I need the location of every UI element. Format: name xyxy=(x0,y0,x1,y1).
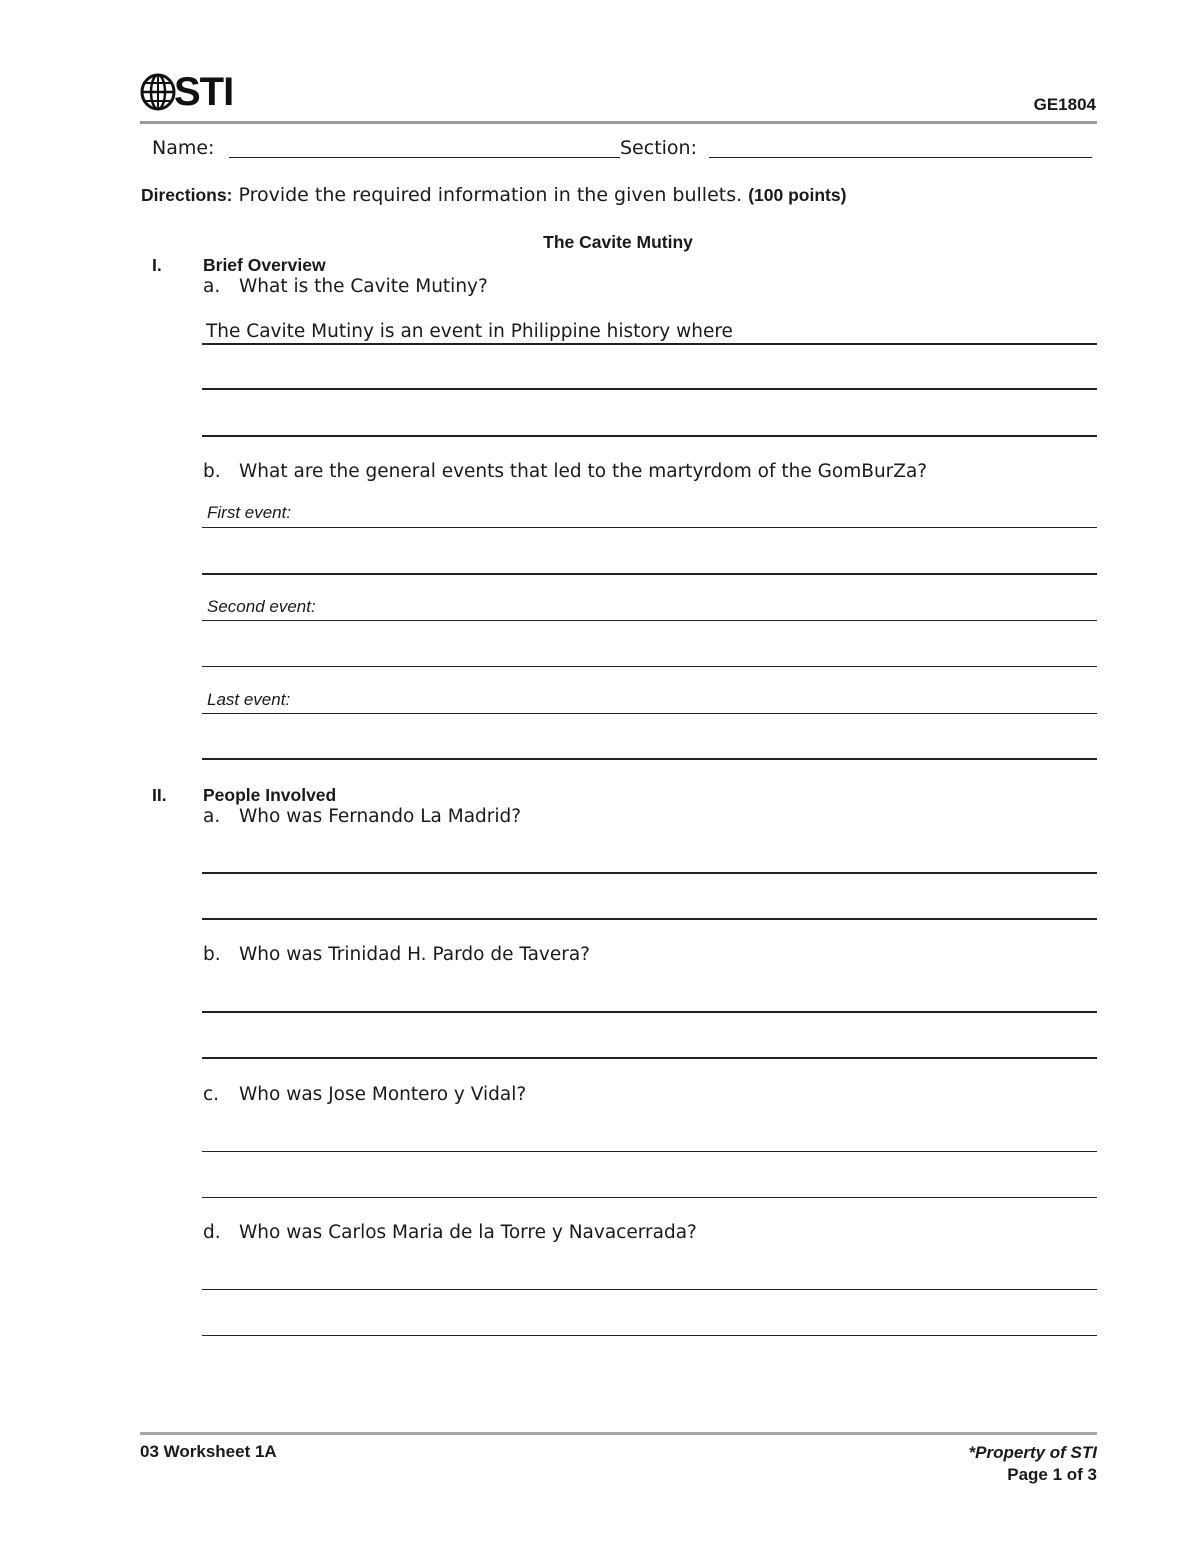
answer-line[interactable] xyxy=(202,872,1097,874)
section-1-number: I. xyxy=(152,255,162,275)
worksheet-number: 03 Worksheet 1A xyxy=(140,1442,277,1461)
question-1a-letter: a. xyxy=(203,276,221,297)
answer-line[interactable] xyxy=(202,1057,1097,1059)
course-code: GE1804 xyxy=(1033,95,1096,114)
answer-line[interactable] xyxy=(202,388,1097,390)
question-2c xyxy=(203,1083,526,1107)
question-1a xyxy=(203,275,488,299)
question-2a xyxy=(203,805,521,829)
answer-line[interactable] xyxy=(202,435,1097,437)
header-divider xyxy=(140,121,1097,124)
answer-line[interactable] xyxy=(202,1289,1097,1290)
question-2c-letter: c. xyxy=(203,1084,220,1105)
question-2d-letter: d. xyxy=(203,1222,221,1243)
section-label: Section: xyxy=(620,137,697,159)
answer-line[interactable] xyxy=(202,1011,1097,1013)
last-event-label: Last event: xyxy=(207,690,291,709)
question-1b-letter: b. xyxy=(203,461,221,482)
second-event-label: Second event: xyxy=(207,597,316,616)
answer-line[interactable] xyxy=(202,527,1097,528)
property-note: *Property of STI xyxy=(968,1443,1097,1462)
directions-text: Provide the required information in the given bullets. xyxy=(238,184,743,206)
answer-line[interactable] xyxy=(202,343,1097,345)
worksheet-title: The Cavite Mutiny xyxy=(543,232,693,252)
globe-icon xyxy=(140,72,176,112)
question-1a-text: What is the Cavite Mutiny? xyxy=(239,276,488,297)
question-2a-text: Who was Fernando La Madrid? xyxy=(239,806,522,827)
answer-1a-text[interactable]: The Cavite Mutiny is an event in Philippine history where xyxy=(206,321,733,342)
section-field[interactable] xyxy=(709,157,1092,158)
answer-line[interactable] xyxy=(202,1151,1097,1152)
name-field[interactable] xyxy=(229,157,620,158)
question-2b-letter: b. xyxy=(203,944,221,965)
footer-divider xyxy=(140,1432,1097,1435)
question-1b-text: What are the general events that led to the martyrdom of the GomBurZa? xyxy=(239,461,928,482)
sti-logo xyxy=(140,70,233,114)
name-label: Name: xyxy=(152,137,215,159)
answer-line[interactable] xyxy=(202,713,1097,714)
answer-line[interactable] xyxy=(202,666,1097,667)
answer-line[interactable] xyxy=(202,1197,1097,1198)
section-2-title: People Involved xyxy=(203,785,337,805)
question-2d xyxy=(203,1221,697,1245)
directions-points: (100 points) xyxy=(748,185,847,205)
question-2b-text: Who was Trinidad H. Pardo de Tavera? xyxy=(239,944,591,965)
section-2-number: II. xyxy=(152,785,167,805)
answer-line[interactable] xyxy=(202,918,1097,920)
question-2c-text: Who was Jose Montero y Vidal? xyxy=(239,1084,527,1105)
question-2b xyxy=(203,943,590,967)
directions xyxy=(141,183,846,207)
logo-text: STI xyxy=(174,70,234,114)
answer-line[interactable] xyxy=(202,1335,1097,1336)
footer-right xyxy=(969,1442,1097,1486)
answer-line[interactable] xyxy=(202,758,1097,760)
question-2a-letter: a. xyxy=(203,806,221,827)
section-1-title: Brief Overview xyxy=(203,255,326,275)
question-1b xyxy=(203,460,927,484)
directions-label: Directions: xyxy=(141,185,233,205)
page-number: Page 1 of 3 xyxy=(1007,1465,1097,1484)
answer-line[interactable] xyxy=(202,620,1097,621)
first-event-label: First event: xyxy=(207,503,292,522)
question-2d-text: Who was Carlos Maria de la Torre y Navacerrada? xyxy=(239,1222,697,1243)
answer-line[interactable] xyxy=(202,573,1097,575)
